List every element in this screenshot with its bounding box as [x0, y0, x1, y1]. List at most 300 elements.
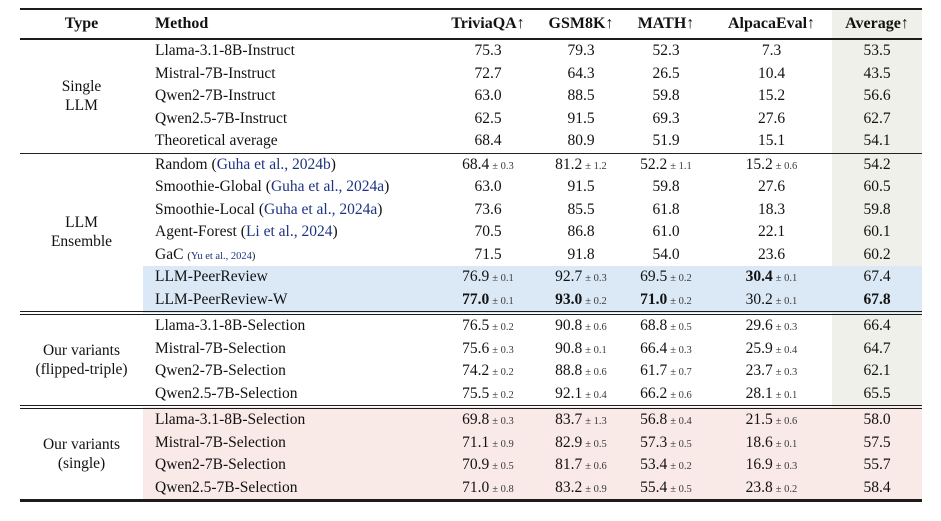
metric-stddev: ± 0.2	[492, 389, 514, 401]
table-row	[20, 108, 922, 131]
row-group-label-line: LLM	[65, 213, 98, 231]
cell-math	[621, 130, 711, 153]
metric-value: 71.0	[640, 290, 668, 308]
cell-average	[832, 130, 922, 153]
results-table	[20, 8, 922, 502]
method-cell	[143, 383, 435, 408]
cell-triviaqa	[435, 63, 541, 86]
cell-average	[832, 108, 922, 131]
row-group-label-line: (single)	[57, 455, 106, 472]
table-row	[20, 153, 922, 176]
table-row	[20, 360, 922, 383]
method-cell	[143, 108, 435, 131]
method-name: GaC	[155, 245, 184, 263]
table-row	[20, 176, 922, 199]
cell-gsm8k	[541, 454, 621, 477]
cell-alpacaeval	[711, 477, 832, 501]
metric-value: 59.8	[863, 200, 891, 218]
metric-stddev: ± 0.5	[585, 438, 607, 450]
citation-paren-close: )	[251, 250, 256, 262]
cell-average	[832, 338, 922, 361]
method-cell	[143, 432, 435, 455]
metric-value: 23.8	[745, 478, 773, 496]
cell-alpacaeval	[711, 266, 832, 289]
metric-value: 90.8	[555, 339, 583, 357]
metric-value: 71.1	[462, 433, 490, 451]
cell-math	[621, 407, 711, 432]
metric-value: 52.2	[640, 155, 668, 173]
metric-value: 68.4	[474, 132, 502, 150]
metric-value: 76.9	[462, 268, 490, 286]
metric-value: 43.5	[863, 64, 891, 82]
metric-stddev: ± 0.1	[775, 389, 798, 401]
cell-gsm8k	[541, 289, 621, 314]
cell-triviaqa	[435, 477, 541, 501]
method-name: Llama-3.1-8B-Instruct	[155, 42, 295, 60]
cell-math	[621, 313, 711, 338]
method-name: Qwen2-7B-Selection	[155, 362, 286, 380]
citation-link[interactable]: Li et al., 2024	[245, 223, 333, 241]
citation-link[interactable]: Yu et al., 2024	[190, 250, 252, 262]
cell-alpacaeval	[711, 244, 832, 267]
metric-stddev: ± 0.4	[670, 416, 692, 428]
cell-triviaqa	[435, 221, 541, 244]
metric-value: 60.2	[863, 245, 891, 263]
table-row	[20, 266, 922, 289]
metric-value: 63.0	[474, 87, 502, 105]
cell-math	[621, 39, 711, 63]
metric-value: 93.0	[555, 290, 583, 308]
table-row	[20, 221, 922, 244]
method-cell	[143, 338, 435, 361]
metric-value: 56.6	[863, 87, 891, 105]
metric-value: 88.5	[567, 87, 595, 105]
citation-paren-open: (	[258, 200, 265, 218]
metric-stddev: ± 0.4	[775, 344, 798, 356]
metric-value: 70.9	[462, 456, 490, 474]
metric-value: 26.5	[652, 64, 680, 82]
citation-link[interactable]: Guha et al., 2024a	[270, 178, 385, 196]
metric-value: 57.3	[640, 433, 668, 451]
cell-math	[621, 153, 711, 176]
metric-value: 90.8	[555, 317, 583, 335]
metric-stddev: ± 0.5	[670, 322, 692, 334]
cell-average	[832, 289, 922, 314]
cell-average	[832, 477, 922, 501]
metric-value: 61.8	[652, 200, 680, 218]
method-name: Random	[155, 155, 208, 173]
metric-stddev: ± 0.2	[670, 461, 692, 473]
cell-alpacaeval	[711, 108, 832, 131]
method-cell	[143, 176, 435, 199]
method-name: Qwen2.5-7B-Selection	[155, 478, 298, 496]
cell-average	[832, 85, 922, 108]
metric-value: 61.0	[652, 223, 680, 241]
metric-stddev: ± 0.2	[775, 483, 798, 495]
cell-gsm8k	[541, 130, 621, 153]
cell-alpacaeval	[711, 289, 832, 314]
metric-value: 68.4	[462, 155, 490, 173]
metric-value: 70.5	[474, 223, 502, 241]
metric-value: 75.3	[474, 42, 502, 60]
method-name: Mistral-7B-Selection	[155, 433, 286, 451]
metric-stddev: ± 0.1	[775, 295, 798, 307]
metric-value: 92.7	[555, 268, 583, 286]
metric-stddev: ± 0.3	[585, 273, 607, 285]
table-row	[20, 454, 922, 477]
cell-math	[621, 266, 711, 289]
table-row	[20, 85, 922, 108]
metric-value: 15.2	[745, 155, 773, 173]
cell-gsm8k	[541, 244, 621, 267]
table-row	[20, 244, 922, 267]
method-cell	[143, 85, 435, 108]
row-group-label	[20, 313, 143, 407]
cell-gsm8k	[541, 85, 621, 108]
metric-value: 61.7	[640, 362, 668, 380]
table-row	[20, 338, 922, 361]
table-section-4	[20, 407, 922, 501]
citation-paren-open: (	[211, 155, 217, 173]
method-cell	[143, 289, 435, 314]
cell-gsm8k	[541, 63, 621, 86]
metric-value: 83.2	[555, 478, 583, 496]
method-cell	[143, 477, 435, 501]
citation-paren-open: (	[240, 223, 246, 241]
metric-value: 69.5	[640, 268, 668, 286]
metric-stddev: ± 0.6	[585, 367, 607, 379]
row-group-label-line: Our variants	[42, 341, 121, 359]
metric-value: 68.8	[640, 317, 668, 335]
cell-average	[832, 153, 922, 176]
metric-value: 30.4	[745, 268, 773, 286]
metric-value: 55.4	[640, 478, 668, 496]
metric-value: 85.5	[567, 200, 595, 218]
column-header-method: Method	[143, 9, 435, 39]
metric-value: 27.6	[757, 109, 786, 127]
cell-average	[832, 360, 922, 383]
metric-value: 71.0	[462, 478, 490, 496]
cell-triviaqa	[435, 432, 541, 455]
metric-value: 83.7	[555, 411, 583, 429]
metric-value: 75.6	[462, 339, 490, 357]
method-name: Qwen2-7B-Instruct	[155, 87, 276, 105]
metric-stddev: ± 0.8	[492, 483, 514, 495]
cell-math	[621, 289, 711, 314]
row-group-label-line: LLM	[65, 97, 98, 115]
citation-paren-open: (	[265, 178, 271, 196]
metric-value: 27.6	[757, 178, 786, 196]
metric-stddev: ± 0.3	[492, 416, 514, 428]
cell-gsm8k	[541, 313, 621, 338]
metric-stddev: ± 0.1	[775, 273, 798, 285]
method-cell	[143, 244, 435, 267]
metric-value: 81.2	[555, 155, 583, 173]
citation-link[interactable]: Guha et al., 2024b	[216, 155, 331, 173]
metric-stddev: ± 0.9	[585, 483, 607, 495]
row-group-label-line: Ensemble	[50, 233, 113, 251]
method-name: Llama-3.1-8B-Selection	[155, 317, 306, 335]
cell-math	[621, 176, 711, 199]
metric-value: 91.5	[567, 109, 595, 127]
metric-value: 54.2	[863, 155, 891, 173]
cell-alpacaeval	[711, 199, 832, 222]
row-group-label-line: Our variants	[42, 435, 121, 453]
row-group-label-line: Single	[61, 77, 102, 95]
metric-value: 53.5	[863, 42, 891, 60]
metric-value: 15.1	[757, 132, 786, 150]
table-row	[20, 39, 922, 63]
metric-value: 58.0	[863, 411, 891, 429]
row-group-label	[20, 153, 143, 313]
cell-gsm8k	[541, 477, 621, 501]
citation-paren-close: )	[377, 200, 383, 218]
method-cell	[143, 130, 435, 153]
metric-value: 18.3	[757, 200, 786, 218]
cell-triviaqa	[435, 244, 541, 267]
cell-triviaqa	[435, 108, 541, 131]
metric-value: 76.5	[462, 317, 490, 335]
metric-value: 56.8	[640, 411, 668, 429]
cell-gsm8k	[541, 108, 621, 131]
metric-value: 7.3	[761, 42, 782, 60]
cell-alpacaeval	[711, 360, 832, 383]
metric-value: 23.7	[745, 362, 773, 380]
cell-average	[832, 176, 922, 199]
method-name: Agent-Forest	[155, 223, 237, 241]
cell-gsm8k	[541, 199, 621, 222]
metric-stddev: ± 0.3	[670, 344, 692, 356]
metric-value: 22.1	[757, 223, 786, 241]
cell-alpacaeval	[711, 176, 832, 199]
metric-value: 21.5	[745, 411, 773, 429]
column-header-type: Type	[20, 9, 143, 39]
metric-stddev: ± 0.3	[492, 344, 514, 356]
metric-value: 72.7	[474, 64, 502, 82]
table-row	[20, 63, 922, 86]
method-name: Smoothie-Global	[155, 178, 262, 196]
metric-stddev: ± 1.3	[585, 416, 607, 428]
metric-value: 23.6	[757, 245, 786, 263]
metric-stddev: ± 0.2	[670, 273, 692, 285]
metric-value: 58.4	[863, 478, 891, 496]
method-name: LLM-PeerReview-W	[155, 290, 288, 308]
method-cell	[143, 266, 435, 289]
metric-value: 77.0	[462, 290, 490, 308]
metric-stddev: ± 0.1	[492, 295, 514, 307]
method-name: Llama-3.1-8B-Selection	[155, 411, 306, 429]
cell-gsm8k	[541, 338, 621, 361]
metric-value: 29.6	[745, 317, 773, 335]
cell-alpacaeval	[711, 383, 832, 408]
cell-average	[832, 407, 922, 432]
method-name: Qwen2.5-7B-Instruct	[155, 109, 288, 127]
cell-alpacaeval	[711, 39, 832, 63]
row-group-label	[20, 39, 143, 153]
metric-value: 59.8	[652, 178, 680, 196]
metric-value: 69.3	[652, 109, 680, 127]
metric-value: 60.5	[863, 178, 891, 196]
cell-triviaqa	[435, 85, 541, 108]
method-cell	[143, 39, 435, 63]
metric-value: 60.1	[863, 223, 891, 241]
cell-gsm8k	[541, 266, 621, 289]
cell-alpacaeval	[711, 313, 832, 338]
citation-link[interactable]: Guha et al., 2024a	[264, 200, 378, 218]
metric-stddev: ± 0.3	[775, 367, 798, 379]
metric-value: 88.8	[555, 362, 583, 380]
method-cell	[143, 407, 435, 432]
cell-math	[621, 432, 711, 455]
table-row	[20, 130, 922, 153]
cell-math	[621, 108, 711, 131]
metric-value: 65.5	[863, 384, 891, 402]
metric-value: 52.3	[652, 42, 680, 60]
metric-stddev: ± 0.9	[492, 438, 514, 450]
cell-gsm8k	[541, 153, 621, 176]
metric-value: 62.7	[863, 109, 891, 127]
metric-stddev: ± 0.1	[775, 438, 798, 450]
table-row	[20, 313, 922, 338]
cell-math	[621, 338, 711, 361]
metric-value: 86.8	[567, 223, 595, 241]
metric-value: 74.2	[462, 362, 490, 380]
metric-value: 67.8	[863, 290, 891, 308]
cell-alpacaeval	[711, 454, 832, 477]
metric-value: 62.1	[863, 362, 891, 380]
cell-alpacaeval	[711, 407, 832, 432]
table-row	[20, 383, 922, 408]
metric-stddev: ± 0.4	[585, 389, 607, 401]
metric-value: 57.5	[863, 433, 891, 451]
metric-value: 66.4	[640, 339, 668, 357]
cell-math	[621, 454, 711, 477]
cell-math	[621, 477, 711, 501]
cell-gsm8k	[541, 176, 621, 199]
method-cell	[143, 454, 435, 477]
cell-average	[832, 313, 922, 338]
metric-stddev: ± 0.7	[670, 367, 692, 379]
metric-stddev: ± 0.2	[492, 322, 514, 334]
metric-value: 75.5	[462, 384, 490, 402]
metric-value: 30.2	[745, 290, 773, 308]
column-header-math: MATH↑	[621, 9, 711, 39]
metric-stddev: ± 0.6	[775, 416, 798, 428]
method-name: Mistral-7B-Instruct	[155, 64, 276, 82]
column-header-triviaqa: TriviaQA↑	[435, 9, 541, 39]
cell-triviaqa	[435, 454, 541, 477]
cell-triviaqa	[435, 176, 541, 199]
metric-value: 54.0	[652, 245, 680, 263]
metric-value: 91.8	[567, 245, 595, 263]
cell-triviaqa	[435, 266, 541, 289]
header-row	[20, 9, 922, 39]
metric-value: 55.7	[863, 456, 891, 474]
cell-math	[621, 383, 711, 408]
metric-value: 66.4	[863, 317, 891, 335]
method-name: Mistral-7B-Selection	[155, 339, 286, 357]
cell-average	[832, 39, 922, 63]
metric-value: 53.4	[640, 456, 668, 474]
metric-value: 66.2	[640, 384, 668, 402]
cell-math	[621, 199, 711, 222]
cell-triviaqa	[435, 360, 541, 383]
method-cell	[143, 313, 435, 338]
metric-value: 67.4	[863, 268, 891, 286]
cell-average	[832, 266, 922, 289]
cell-triviaqa	[435, 130, 541, 153]
metric-stddev: ± 0.6	[775, 160, 798, 172]
cell-alpacaeval	[711, 432, 832, 455]
cell-average	[832, 454, 922, 477]
cell-alpacaeval	[711, 338, 832, 361]
row-group-label-line: (flipped-triple)	[35, 361, 128, 378]
method-cell	[143, 199, 435, 222]
metric-stddev: ± 0.5	[670, 438, 692, 450]
row-group-label	[20, 407, 143, 501]
cell-average	[832, 63, 922, 86]
cell-math	[621, 244, 711, 267]
cell-math	[621, 85, 711, 108]
method-cell	[143, 221, 435, 244]
metric-value: 63.0	[474, 178, 502, 196]
metric-stddev: ± 0.1	[492, 273, 514, 285]
metric-value: 64.7	[863, 339, 891, 357]
metric-stddev: ± 0.3	[492, 160, 514, 172]
metric-value: 15.2	[757, 87, 786, 105]
citation-paren-close: )	[384, 178, 390, 196]
cell-average	[832, 432, 922, 455]
cell-average	[832, 199, 922, 222]
metric-stddev: ± 0.5	[492, 461, 514, 473]
method-cell	[143, 63, 435, 86]
metric-stddev: ± 0.3	[775, 322, 798, 334]
metric-stddev: ± 1.2	[585, 160, 607, 172]
metric-value: 82.9	[555, 433, 583, 451]
cell-triviaqa	[435, 407, 541, 432]
metric-value: 69.8	[462, 411, 490, 429]
cell-triviaqa	[435, 153, 541, 176]
cell-triviaqa	[435, 338, 541, 361]
method-name: Qwen2.5-7B-Selection	[155, 384, 298, 402]
table-row	[20, 432, 922, 455]
metric-value: 28.1	[745, 384, 773, 402]
citation-paren-close: )	[332, 223, 338, 241]
metric-stddev: ± 0.6	[585, 322, 607, 334]
metric-stddev: ± 0.2	[585, 295, 607, 307]
cell-triviaqa	[435, 39, 541, 63]
metric-value: 18.6	[745, 433, 773, 451]
cell-math	[621, 221, 711, 244]
column-header-gsm8k: GSM8K↑	[541, 9, 621, 39]
metric-value: 71.5	[474, 245, 502, 263]
column-header-average: Average↑	[832, 9, 922, 39]
metric-stddev: ± 1.1	[670, 160, 692, 172]
metric-value: 79.3	[567, 42, 595, 60]
metric-stddev: ± 0.6	[585, 461, 607, 473]
method-name: Theoretical average	[155, 132, 278, 150]
table-section-2	[20, 153, 922, 313]
metric-value: 64.3	[567, 64, 595, 82]
cell-triviaqa	[435, 383, 541, 408]
citation-paren-close: )	[330, 155, 336, 173]
cell-gsm8k	[541, 39, 621, 63]
table-row	[20, 199, 922, 222]
metric-value: 62.5	[474, 109, 502, 127]
cell-alpacaeval	[711, 63, 832, 86]
cell-triviaqa	[435, 289, 541, 314]
metric-value: 10.4	[757, 64, 786, 82]
